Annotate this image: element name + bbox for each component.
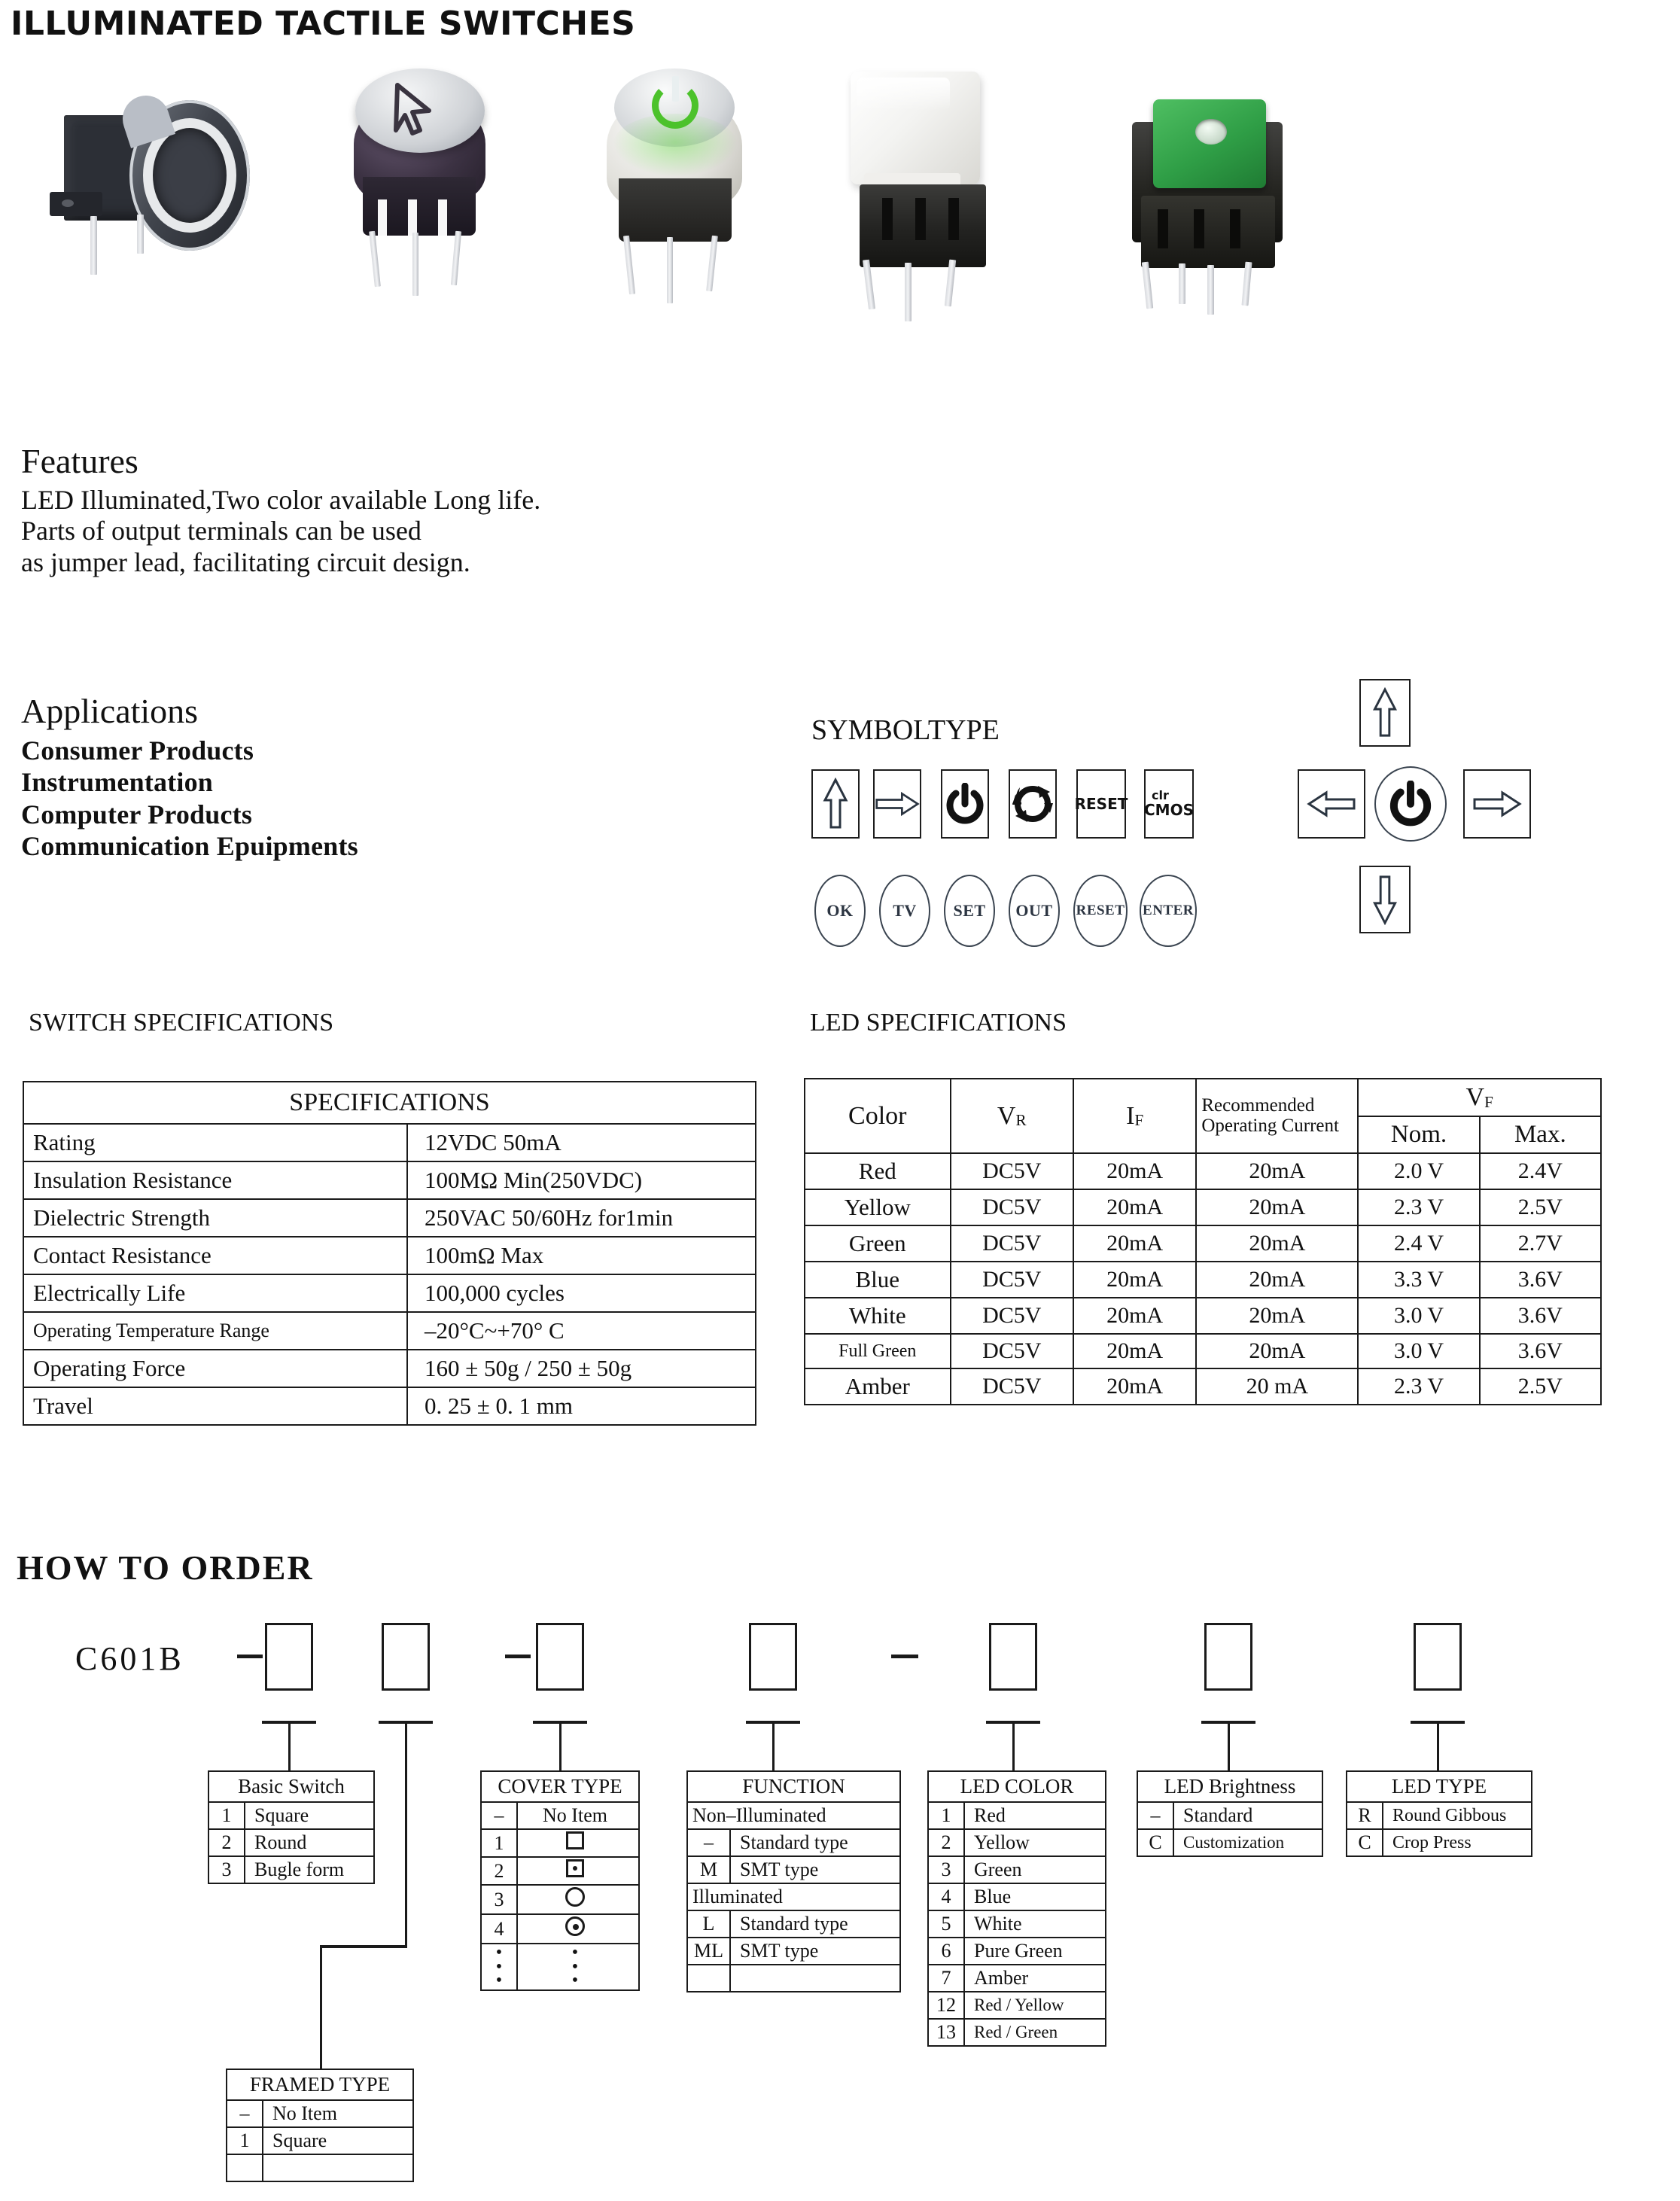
led-vf-max: 3.6V [1480,1262,1601,1298]
table-row [928,1992,1106,2019]
symbol-oval-set[interactable] [944,875,995,947]
led-roc: 20mA [1196,1334,1358,1368]
applications-section [21,693,774,863]
features-line-2: Parts of output terminals can be used [21,516,422,546]
option-code: 2 [481,1857,517,1885]
table-row [23,1274,756,1312]
cover-type-title: COVER TYPE [481,1771,639,1802]
order-code-prefix: C601B [75,1640,184,1677]
option-desc: No Item [263,2100,413,2127]
order-dash-2 [505,1655,531,1658]
dpad-power-oval[interactable] [1374,766,1447,842]
led-type-table [1346,1770,1532,1857]
option-desc: No Item [517,1802,639,1829]
table-row [481,1857,639,1885]
header-recommended-operating-current: Recommended Operating Current [1196,1079,1358,1153]
table-row [928,1856,1106,1883]
option-code: ML [687,1938,730,1965]
product-photo-round-cap-power-green-switch [580,65,775,306]
led-roc: 20mA [1196,1153,1358,1189]
led-color-name: Yellow [805,1189,951,1225]
table-header-row [1137,1771,1322,1802]
option-desc: Red [964,1802,1106,1829]
table-row [1137,1829,1322,1856]
led-vr: DC5V [951,1262,1073,1298]
option-code [687,1965,730,1992]
option-code: – [481,1802,517,1829]
symbol-oval-reset[interactable] [1073,875,1128,947]
dpad-box-down[interactable] [1359,866,1411,933]
table-row [481,1885,639,1914]
table-row [805,1368,1601,1405]
table-row [23,1161,756,1199]
table-row [481,1914,639,1944]
option-desc: Blue [964,1883,1106,1910]
option-code: – [1137,1802,1173,1829]
led-if: 20mA [1073,1262,1196,1298]
led-roc: 20mA [1196,1298,1358,1334]
option-glyph [517,1885,639,1914]
table-row [1347,1829,1532,1856]
dpad-box-left[interactable] [1298,769,1365,839]
led-color-name: White [805,1298,951,1334]
option-code: 5 [928,1910,964,1938]
order-dash-3 [891,1655,918,1658]
order-box-cover-type[interactable] [536,1623,584,1691]
led-color-name: Green [805,1225,951,1262]
circle-with-dot-icon [565,1916,585,1936]
function-group-label: Illuminated [687,1883,900,1910]
table-row [687,1910,900,1938]
clr-text: clr [1152,788,1169,803]
option-desc: Square [245,1802,374,1829]
symbol-box-clr-cmos[interactable] [1144,769,1194,839]
arrow-up-icon [1372,687,1398,738]
table-row [928,1802,1106,1829]
basic-switch-title: Basic Switch [208,1771,374,1802]
led-roc: 20 mA [1196,1368,1358,1405]
table-group-row [687,1883,900,1910]
symbol-oval-out[interactable] [1009,875,1060,947]
table-row [23,1124,756,1161]
table-header-row [1347,1771,1532,1802]
spec-value: 160 ± 50g / 250 ± 50g [407,1350,756,1387]
basic-switch-table [208,1770,375,1884]
led-color-name: Amber [805,1368,951,1405]
option-desc: Customization [1173,1829,1322,1856]
spec-value: –20°C~+70° C [407,1312,756,1350]
option-desc: Red / Green [964,2019,1106,2046]
option-desc: Square [263,2127,413,2154]
table-row [805,1298,1601,1334]
led-vr: DC5V [951,1153,1073,1189]
table-row [481,1802,639,1829]
option-desc: Bugle form [245,1856,374,1883]
spec-key: Contact Resistance [23,1237,407,1274]
option-code: 2 [208,1829,245,1856]
switch-specifications-caption: SWITCH SPECIFICATIONS [29,1009,334,1037]
features-section [21,443,774,579]
product-photo-strip [45,56,1596,403]
led-vf-nom: 2.3 V [1358,1368,1479,1405]
order-stem [405,1721,407,1947]
how-to-order-title: HOW TO ORDER [17,1548,314,1587]
option-code: L [687,1910,730,1938]
header-nom: Nom. [1358,1116,1479,1153]
order-box-framed-type[interactable] [382,1623,430,1691]
led-roc: 20mA [1196,1189,1358,1225]
order-stem [1228,1721,1230,1772]
option-code: 4 [481,1914,517,1944]
application-item: Computer Products [21,799,253,830]
framed-type-table [226,2069,414,2182]
switch-specifications-table [23,1081,756,1426]
option-desc: Amber [964,1965,1106,1992]
order-stem [288,1721,291,1772]
option-desc: Round [245,1829,374,1856]
order-box-function[interactable] [749,1623,797,1691]
option-code: – [227,2100,263,2127]
order-stem [1012,1721,1015,1772]
option-code: 4 [928,1883,964,1910]
option-code: 3 [928,1856,964,1883]
option-desc [263,2154,413,2181]
led-vf-nom: 2.3 V [1358,1189,1479,1225]
symbol-oval-ok[interactable] [814,875,866,947]
option-code: M [687,1856,730,1883]
option-glyph [517,1857,639,1885]
dpad-box-up[interactable] [1359,679,1411,747]
spec-value: 250VAC 50/60Hz for1min [407,1199,756,1237]
application-item: Consumer Products [21,735,254,766]
led-vf-max: 2.4V [1480,1153,1601,1189]
led-if: 20mA [1073,1153,1196,1189]
option-desc: Red / Yellow [964,1992,1106,2019]
framed-type-title: FRAMED TYPE [227,2069,413,2100]
led-vf-max: 2.7V [1480,1225,1601,1262]
led-vr: DC5V [951,1189,1073,1225]
symbol-box-arrow-right[interactable] [873,769,921,839]
table-row [208,1856,374,1883]
header-color: Color [805,1079,951,1153]
spec-key: Electrically Life [23,1274,407,1312]
led-vf-max: 3.6V [1480,1334,1601,1368]
table-row [805,1225,1601,1262]
features-line-1: LED Illuminated,Two color available Long life. [21,484,541,515]
option-desc: SMT type [730,1856,900,1883]
option-desc: Round Gibbous [1383,1802,1532,1829]
option-code: 1 [227,2127,263,2154]
order-box-led-type[interactable] [1414,1623,1462,1691]
order-stem-elbow-v [320,1945,322,2069]
table-row [208,1802,374,1829]
led-lens-icon [1195,119,1227,145]
arrow-right-icon [1471,790,1523,817]
spec-key: Insulation Resistance [23,1161,407,1199]
table-row [805,1334,1601,1368]
option-code: – [687,1829,730,1856]
header-max: Max. [1480,1116,1601,1153]
option-desc: SMT type [730,1938,900,1965]
spec-value: 100,000 cycles [407,1274,756,1312]
cmos-text: CMOS [1144,800,1194,819]
arrow-right-icon [875,790,920,817]
order-box-basic-switch[interactable] [265,1623,313,1691]
option-desc: Standard type [730,1829,900,1856]
cover-type-table [480,1770,640,1991]
table-row [928,1910,1106,1938]
table-row [23,1387,756,1425]
table-row [687,1938,900,1965]
header-if: $I_F$ [1073,1079,1196,1153]
set-label: SET [953,901,986,920]
led-color-name: Blue [805,1262,951,1298]
led-vf-nom: 3.0 V [1358,1298,1479,1334]
table-row [928,1965,1106,1992]
vertical-dots-icon: • • • [481,1944,517,1990]
spec-key: Rating [23,1124,407,1161]
vertical-dots-icon: • • • [517,1944,639,1990]
led-type-title: LED TYPE [1347,1771,1532,1802]
symbol-box-reset[interactable] [1076,769,1126,839]
option-glyph [517,1914,639,1944]
option-code: R [1347,1802,1383,1829]
spec-value: 0. 25 ± 0. 1 mm [407,1387,756,1425]
power-icon [945,783,985,825]
dpad-box-right[interactable] [1463,769,1531,839]
option-desc: Standard [1173,1802,1322,1829]
power-icon [1389,781,1432,827]
led-roc: 20mA [1196,1262,1358,1298]
spec-key: Travel [23,1387,407,1425]
enter-label: ENTER [1143,903,1194,918]
symbol-oval-tv[interactable] [879,875,930,947]
led-vf-max: 3.6V [1480,1298,1601,1334]
table-row [1347,1802,1532,1829]
led-color-name: Red [805,1153,951,1189]
option-code: 6 [928,1938,964,1965]
option-desc: White [964,1910,1106,1938]
spec-key: Operating Temperature Range [23,1312,407,1350]
symbol-box-power[interactable] [941,769,989,839]
led-if: 20mA [1073,1225,1196,1262]
reset-text-icon: RESET [1074,794,1128,813]
led-vf-max: 2.5V [1480,1189,1601,1225]
table-row [481,1829,639,1857]
option-glyph [517,1829,639,1857]
spec-key: Dielectric Strength [23,1199,407,1237]
table-row [687,1965,900,1992]
spec-key: Operating Force [23,1350,407,1387]
symbol-box-refresh-cycle[interactable] [1009,769,1057,839]
table-header-row [208,1771,374,1802]
table-row [23,1350,756,1387]
led-vr: DC5V [951,1225,1073,1262]
table-row [928,2019,1106,2046]
header-vr: $V_R$ [951,1079,1073,1153]
out-label: OUT [1015,901,1053,920]
square-icon [566,1831,584,1849]
option-code: 1 [208,1802,245,1829]
table-header-row [481,1771,639,1802]
option-code: 12 [928,1992,964,2019]
option-desc [730,1965,900,1992]
led-if: 20mA [1073,1298,1196,1334]
cursor-arrow-icon [390,81,455,136]
spec-value: 100mΩ Max [407,1237,756,1274]
table-row [23,1312,756,1350]
application-item: Communication Epuipments [21,831,358,862]
table-row [481,1944,639,1990]
order-box-led-brightness[interactable] [1204,1623,1252,1691]
table-row [805,1153,1601,1189]
option-desc: Yellow [964,1829,1106,1856]
table-row [1137,1802,1322,1829]
table-row [23,1199,756,1237]
arrow-left-icon [1305,790,1358,817]
led-if: 20mA [1073,1368,1196,1405]
table-row [227,2127,413,2154]
refresh-cycle-icon [1012,783,1053,825]
order-stem [559,1721,562,1772]
square-with-dot-icon [566,1859,584,1877]
order-stem [772,1721,775,1772]
table-header-row [928,1771,1106,1802]
product-photo-round-cap-arrow-switch [324,64,519,305]
table-row [928,1938,1106,1965]
header-vf: $V_F$ [1358,1079,1601,1116]
applications-heading: Applications [21,692,199,730]
led-vf-nom: 3.0 V [1358,1334,1479,1368]
table-row [227,2154,413,2181]
led-color-table [927,1770,1106,2047]
table-row [208,1829,374,1856]
option-code [227,2154,263,2181]
option-desc: Crop Press [1383,1829,1532,1856]
led-vf-max: 2.5V [1480,1368,1601,1405]
option-code: 3 [481,1885,517,1914]
reset-label: RESET [1076,903,1125,918]
spec-value: 100MΩ Min(250VDC) [407,1161,756,1199]
order-box-led-color[interactable] [989,1623,1037,1691]
order-dash-1 [237,1655,263,1658]
led-vf-nom: 2.0 V [1358,1153,1479,1189]
table-header-row [687,1771,900,1802]
arrow-up-icon [823,778,848,830]
led-specifications-table [804,1078,1602,1405]
product-photo-square-white-cap-switch [843,72,1046,312]
symbol-oval-enter[interactable] [1140,875,1197,947]
table-row [928,1883,1106,1910]
table-row [227,2100,413,2127]
led-color-title: LED COLOR [928,1771,1106,1802]
option-code: C [1137,1829,1173,1856]
led-vr: DC5V [951,1298,1073,1334]
tv-label: TV [893,901,917,920]
option-desc: Standard type [730,1910,900,1938]
led-vr: DC5V [951,1334,1073,1368]
option-code: 7 [928,1965,964,1992]
function-group-label: Non–Illuminated [687,1802,900,1829]
features-heading: Features [21,442,138,480]
led-vf-nom: 3.3 V [1358,1262,1479,1298]
option-code: 1 [481,1829,517,1857]
product-photo-round-side-view-switch [45,87,271,275]
table-row [805,1262,1601,1298]
led-brightness-title: LED Brightness [1137,1771,1322,1802]
arrow-down-icon [1372,874,1398,925]
application-item: Instrumentation [21,767,214,798]
ok-label: OK [826,901,854,920]
option-code: 13 [928,2019,964,2046]
symbol-box-arrow-up[interactable] [811,769,860,839]
table-header-row [805,1079,1601,1116]
led-brightness-table [1137,1770,1323,1857]
features-line-3: as jumper lead, facilitating circuit design. [21,547,470,578]
table-row [687,1829,900,1856]
table-row [928,1829,1106,1856]
spec-value: 12VDC 50mA [407,1124,756,1161]
option-code: 2 [928,1829,964,1856]
symbol-type-heading: SYMBOLTYPE [811,714,1000,746]
function-title: FUNCTION [687,1771,900,1802]
table-row [23,1237,756,1274]
circle-icon [565,1887,585,1907]
led-specifications-caption: LED SPECIFICATIONS [810,1009,1067,1037]
option-desc: Pure Green [964,1938,1106,1965]
option-code: 3 [208,1856,245,1883]
order-stem-elbow-h [320,1945,407,1948]
function-table [686,1770,901,1992]
specifications-header: SPECIFICATIONS [23,1082,756,1124]
led-roc: 20mA [1196,1225,1358,1262]
table-header-row [23,1082,756,1124]
led-vf-nom: 2.4 V [1358,1225,1479,1262]
option-code: C [1347,1829,1383,1856]
option-desc: Green [964,1856,1106,1883]
table-row [687,1856,900,1883]
option-code: 1 [928,1802,964,1829]
led-color-name: Full Green [805,1334,951,1368]
table-group-row [687,1802,900,1829]
table-row [805,1189,1601,1225]
led-if: 20mA [1073,1334,1196,1368]
led-vr: DC5V [951,1368,1073,1405]
product-photo-square-green-cap-switch [1114,83,1340,316]
order-stem [1437,1721,1439,1772]
table-header-row [227,2069,413,2100]
page-title: ILLUMINATED TACTILE SWITCHES [11,5,636,43]
led-if: 20mA [1073,1189,1196,1225]
